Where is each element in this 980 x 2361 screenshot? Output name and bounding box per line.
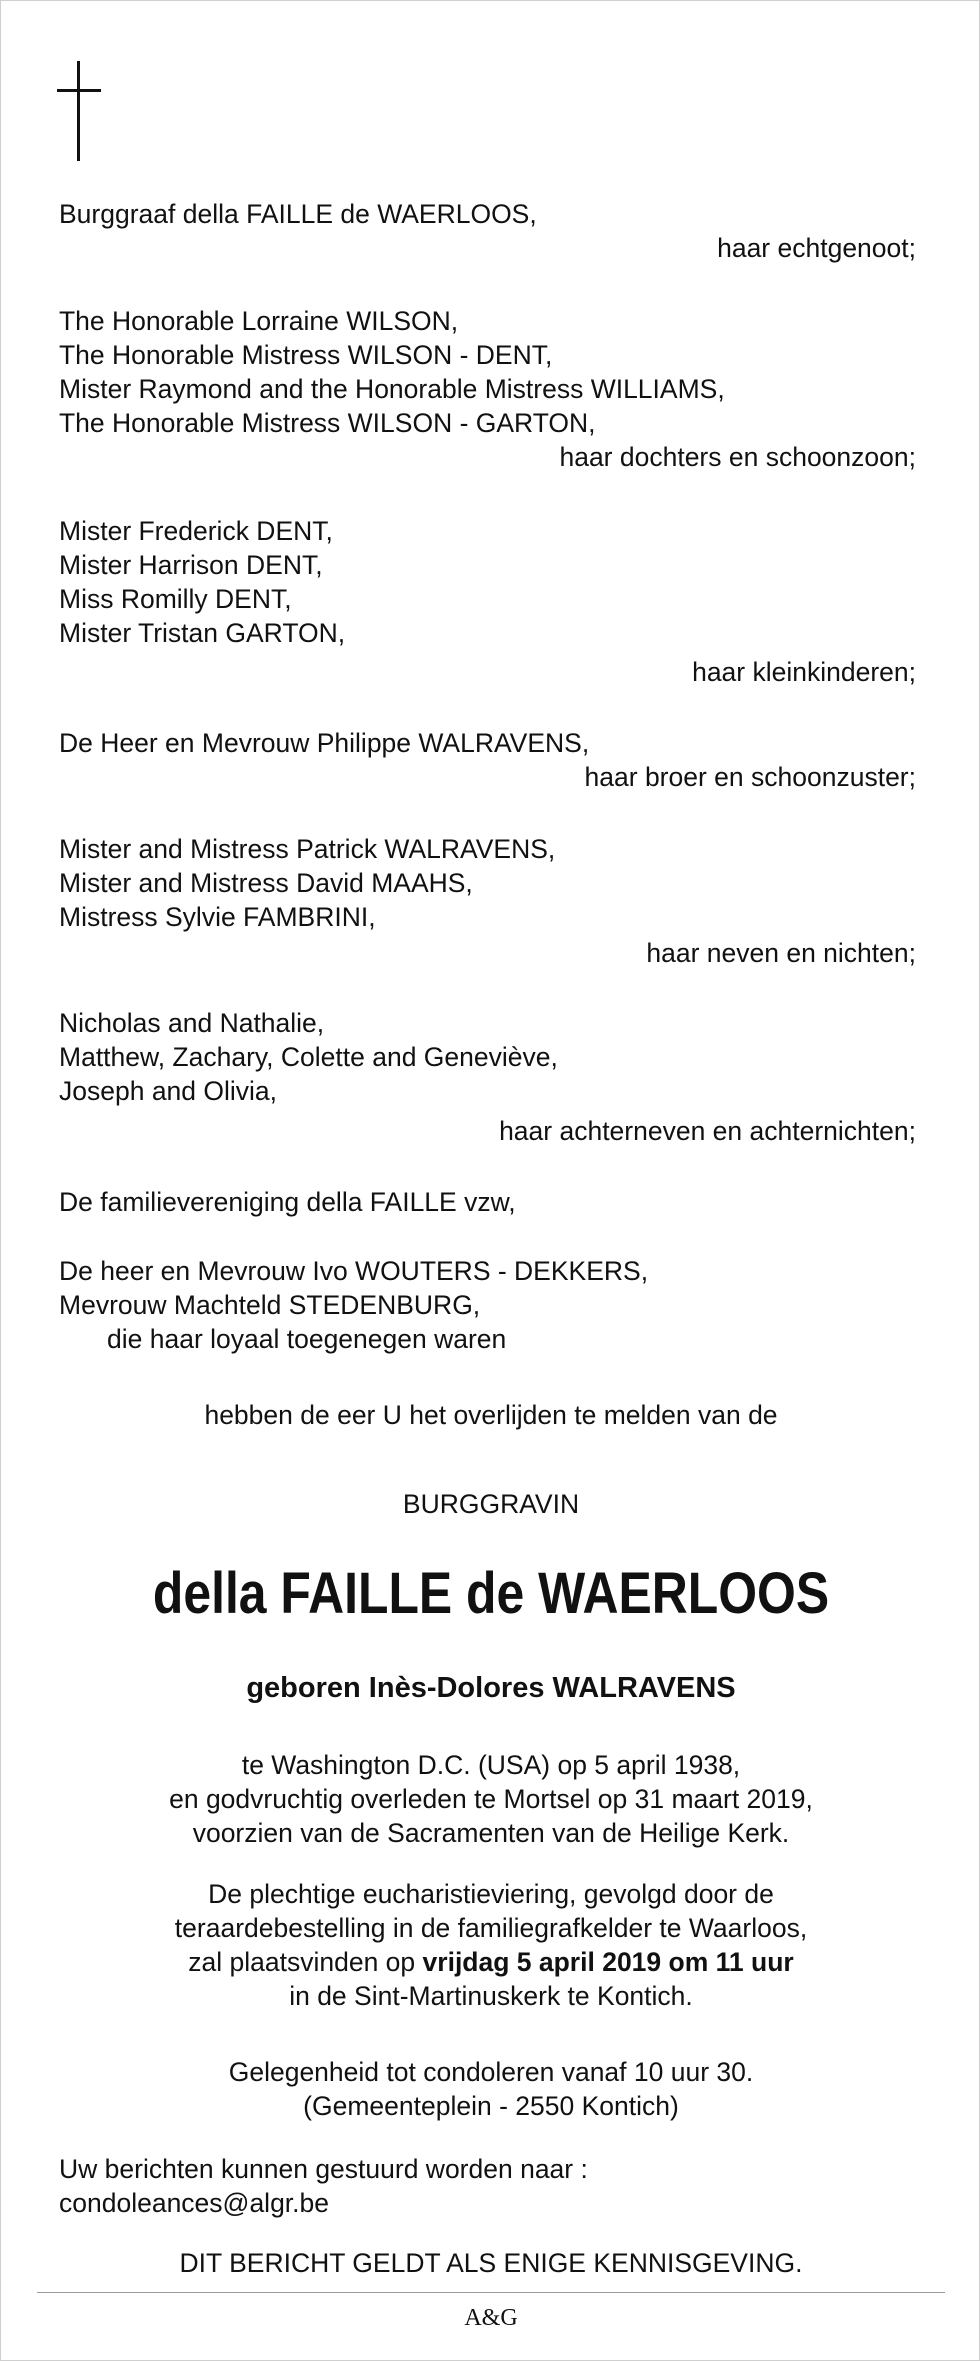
death-line: en godvruchtig overleden te Mortsel op 31 maart 2019, bbox=[169, 1784, 813, 1814]
condolence-time: Gelegenheid tot condoleren vanaf 10 uur 30. bbox=[228, 2057, 754, 2087]
grandnephew-name: Nicholas and Nathalie, bbox=[59, 1008, 325, 1038]
publisher-logo: A&G bbox=[464, 2305, 518, 2331]
grandchild-name: Miss Romilly DENT, bbox=[59, 584, 292, 614]
loyal-note: die haar loyaal toegenegen waren bbox=[107, 1324, 507, 1354]
grandnephew-name: Joseph and Olivia, bbox=[59, 1076, 278, 1106]
grandchild-name: Mister Frederick DENT, bbox=[59, 516, 333, 546]
siblings-relation: haar broer en schoonzuster; bbox=[584, 762, 916, 792]
nephew-name: Mister and Mistress Patrick WALRAVENS, bbox=[59, 834, 556, 864]
ceremony-line: teraardebestelling in de familiegrafkelder te Waarloos, bbox=[174, 1913, 808, 1943]
notice-text: DIT BERICHT GELDT ALS ENIGE KENNISGEVING. bbox=[179, 2248, 803, 2278]
grandchildren-relation: haar kleinkinderen; bbox=[692, 657, 916, 687]
daughter-name: The Honorable Mistress WILSON - DENT, bbox=[59, 340, 553, 370]
husband-name: Burggraaf della FAILLE de WAERLOOS, bbox=[59, 199, 537, 229]
footer-divider bbox=[37, 2292, 945, 2293]
deceased-rank: BURGGRAVIN bbox=[402, 1489, 580, 1519]
grandchild-name: Mister Tristan GARTON, bbox=[59, 618, 346, 648]
deceased-birth-name: geboren Inès-Dolores WALRAVENS bbox=[246, 1672, 736, 1704]
grandnephews-relation: haar achterneven en achternichten; bbox=[499, 1116, 916, 1146]
daughter-name: The Honorable Mistress WILSON - GARTON, bbox=[59, 408, 596, 438]
deceased-name: della FAILLE de WAERLOOS bbox=[152, 1561, 830, 1626]
loyal-name: De heer en Mevrouw Ivo WOUTERS - DEKKERS, bbox=[59, 1256, 649, 1286]
nephews-relation: haar neven en nichten; bbox=[646, 938, 916, 968]
ceremony-line: De plechtige eucharistieviering, gevolgd door de bbox=[208, 1879, 774, 1909]
daughter-name: Mister Raymond and the Honorable Mistress WILLIAMS, bbox=[59, 374, 725, 404]
ceremony-line: in de Sint-Martinuskerk te Kontich. bbox=[289, 1981, 693, 2011]
birth-line: te Washington D.C. (USA) op 5 april 1938, bbox=[241, 1750, 741, 1780]
grandnephew-name: Matthew, Zachary, Colette and Geneviève, bbox=[59, 1042, 558, 1072]
cross-icon bbox=[57, 61, 101, 161]
husband-relation: haar echtgenoot; bbox=[717, 233, 916, 263]
family-association: De familievereniging della FAILLE vzw, bbox=[59, 1187, 516, 1217]
nephew-name: Mistress Sylvie FAMBRINI, bbox=[59, 902, 376, 932]
ceremony-date-line bbox=[1, 1945, 980, 1979]
nephew-name: Mister and Mistress David MAAHS, bbox=[59, 868, 473, 898]
condolence-place: (Gemeenteplein - 2550 Kontich) bbox=[303, 2091, 679, 2121]
ceremony-date: vrijdag 5 april 2019 om 11 uur bbox=[422, 1947, 794, 1977]
daughter-name: The Honorable Lorraine WILSON, bbox=[59, 306, 459, 336]
announcement-text: hebben de eer U het overlijden te melden van de bbox=[204, 1400, 778, 1430]
daughters-relation: haar dochters en schoonzoon; bbox=[559, 442, 916, 472]
grandchild-name: Mister Harrison DENT, bbox=[59, 550, 323, 580]
messages-email: condoleances@algr.be bbox=[59, 2188, 330, 2218]
ceremony-date-prefix: zal plaatsvinden op bbox=[188, 1947, 423, 1977]
loyal-name: Mevrouw Machteld STEDENBURG, bbox=[59, 1290, 481, 1320]
sacraments-line: voorzien van de Sacramenten van de Heilige Kerk. bbox=[192, 1818, 790, 1848]
sibling-name: De Heer en Mevrouw Philippe WALRAVENS, bbox=[59, 728, 590, 758]
messages-text: Uw berichten kunnen gestuurd worden naar : bbox=[59, 2154, 588, 2184]
